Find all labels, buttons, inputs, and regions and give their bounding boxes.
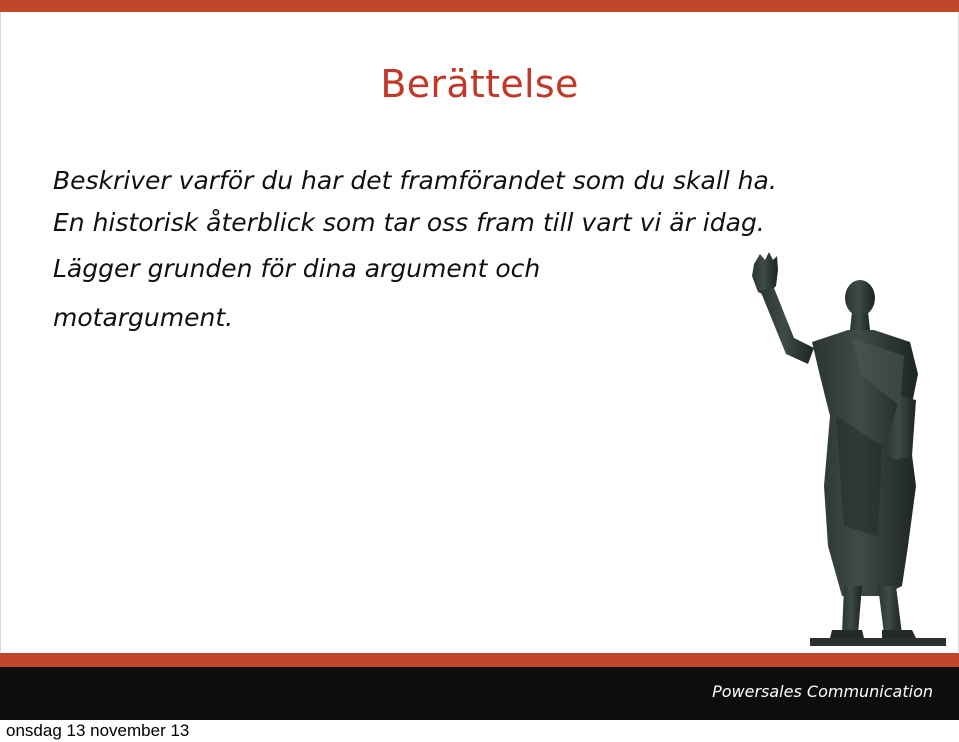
date-text: onsdag 13 november 13: [6, 721, 190, 740]
bullet-item: Lägger grunden för dina argument och: [53, 254, 541, 283]
footer-company-name: Powersales Communication: [712, 682, 933, 701]
bottom-accent-bar: [0, 653, 959, 667]
bullet-item-continuation: motargument.: [53, 303, 234, 332]
date-caption: [0, 720, 959, 742]
bullet-item: En historisk återblick som tar oss fram till vart vi är idag.: [53, 208, 765, 237]
slide-footer: [0, 667, 959, 720]
top-accent-bar: [0, 0, 959, 12]
slide-title: Berättelse: [380, 62, 579, 106]
bullet-item: Beskriver varför du har det framförandet som du skall ha.: [53, 166, 777, 195]
orator-statue-image: [732, 246, 958, 651]
